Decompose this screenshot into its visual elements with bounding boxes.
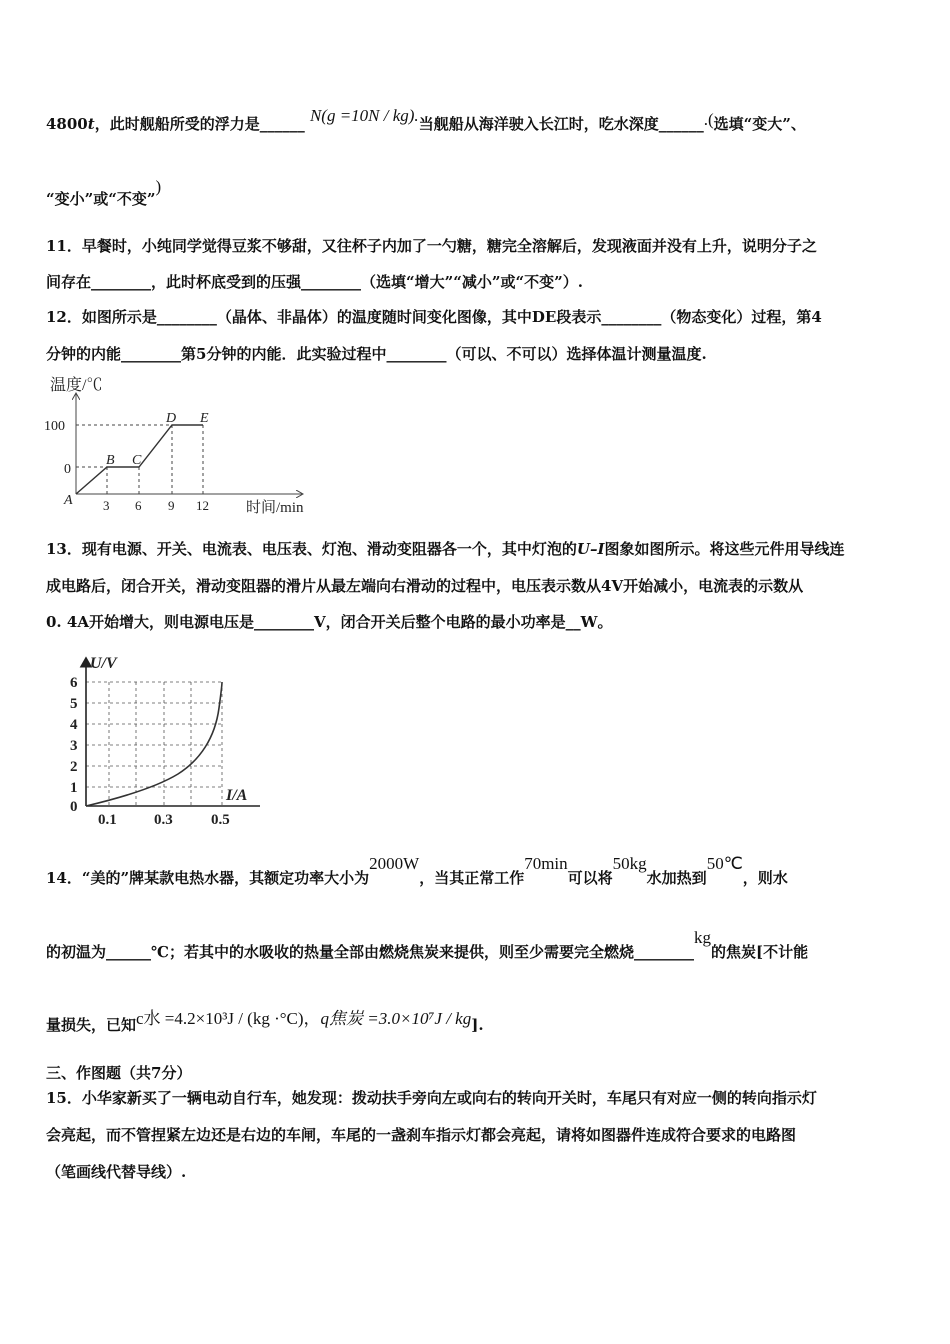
temperature-time-chart — [40, 372, 330, 520]
chart2-xtick-0.5: 0.5 — [211, 812, 230, 828]
q10-paren-close: ) — [155, 177, 162, 196]
chart2-grid — [86, 682, 222, 806]
q10-text1: ，此时舰船所受的浮力是______ — [94, 115, 305, 133]
q14-q-coke: q焦炭 =3.0×10⁷J / kg — [320, 1009, 472, 1028]
chart1-ylabel: 温度/℃ — [50, 377, 103, 394]
ui-chart — [60, 648, 270, 828]
chart2-xtick-0.1: 0.1 — [98, 812, 117, 828]
chart1-point-C: C — [132, 453, 142, 468]
chart1-point-D: D — [166, 411, 177, 426]
chart1-xtick-9: 9 — [168, 498, 175, 513]
chart2-ytick-6: 6 — [70, 675, 78, 691]
q14-temp: 50℃ — [706, 854, 743, 873]
q14-text7: 的焦炭[不计能 — [710, 943, 809, 961]
q11-line2: 间存在________，此时杯底受到的压强________（选填“增大”“减小”或“不变”）. — [46, 273, 583, 291]
q10-t: t — [87, 115, 95, 133]
q13-line2: 成电路后，闭合开关，滑动变阻器的滑片从最左端向右滑动的过程中，电压表示数从4V开始减小，电流表的示数从 — [46, 577, 804, 595]
q10-formula: N(g =10N / kg). — [309, 106, 419, 125]
q14-mass: 50kg — [612, 854, 647, 873]
q14-text2: ，当其正常工作 — [419, 869, 525, 887]
q14-text8: 量损失，已知 — [46, 1016, 137, 1034]
q14-text1: 14．“美的”牌某款电热水器，其额定功率大小为 — [46, 869, 370, 887]
q11-line1: 11．早餐时，小纯同学觉得豆浆不够甜，又往杯子内加了一勺糖，糖完全溶解后，发现液面并没有上升，说明分子之 — [46, 237, 817, 255]
chart1-ytick-0: 0 — [64, 462, 71, 477]
chart2-ytick-2: 2 — [70, 759, 78, 775]
q14-line3 — [46, 1009, 484, 1035]
q14-text6: 的初温为______℃；若其中的水吸收的热量全部由燃烧焦炭来提供，则至少需要完全燃烧________ — [46, 943, 694, 961]
chart2-ylabel: U/V — [90, 655, 117, 672]
chart1-xtick-3: 3 — [103, 498, 110, 513]
chart1-point-E: E — [200, 411, 209, 426]
q14-unit-kg: kg — [693, 928, 711, 947]
chart2-ui-curve — [86, 682, 222, 806]
q14-power: 2000W — [369, 854, 420, 873]
q12-line1: 12．如图所示是________（晶体、非晶体）的温度随时间变化图像，其中DE段表示________（物态变化）过程，第4 — [46, 308, 822, 326]
q10-line2 — [46, 177, 162, 209]
chart1-xtick-6: 6 — [135, 498, 142, 513]
q14-text9: ]. — [471, 1016, 484, 1034]
q14-text3: 可以将 — [567, 869, 613, 887]
chart2-ytick-4: 4 — [70, 717, 78, 733]
q15-line3: （笔画线代替导线）. — [46, 1163, 187, 1181]
q10-text2: 当舰船从海洋驶入长江时，吃水深度______ — [418, 115, 704, 133]
q14-text5: ，则水 — [742, 869, 788, 887]
chart1-xlabel: 时间/min — [246, 500, 304, 516]
q14-time: 70min — [524, 854, 568, 873]
chart1-ytick-100: 100 — [44, 419, 65, 434]
q14-line2 — [46, 928, 809, 962]
q13-text1: 13．现有电源、开关、电流表、电压表、灯泡、滑动变阻器各一个，其中灯泡的 — [46, 540, 577, 558]
chart1-xtick-12: 12 — [196, 498, 209, 513]
chart2-ytick-1: 1 — [70, 780, 78, 796]
q13-line3: 0. 4A开始增大，则电源电压是________V，闭合开关后整个电路的最小功率是__W。 — [46, 613, 613, 631]
section3-title: 三、作图题（共7分） — [46, 1064, 192, 1082]
q10-text3: 选填“变大”、 — [713, 115, 806, 133]
chart2-ytick-5: 5 — [70, 696, 78, 712]
q13-text2: 图象如图所示。将这些元件用导线连 — [604, 540, 845, 558]
q10-paren: .( — [703, 110, 714, 129]
chart2-xtick-0.3: 0.3 — [154, 812, 173, 828]
q14-c-water: c水 =4.2×10³J / (kg ·°C)， — [136, 1009, 321, 1028]
q13-line1 — [46, 539, 845, 559]
q15-line1: 15．小华家新买了一辆电动自行车，她发现：拨动扶手旁向左或向右的转向开关时，车尾只有对应一侧的转向指示灯 — [46, 1089, 817, 1107]
q13-ui: U–I — [576, 540, 605, 558]
q14-line1 — [46, 854, 788, 888]
q10-mass: 4800 — [46, 115, 88, 133]
chart1-point-A: A — [64, 493, 73, 508]
q10-text4: “变小”或“不变” — [46, 190, 156, 208]
q15-line2: 会亮起，而不管捏紧左边还是右边的车闸，车尾的一盏刹车指示灯都会亮起，请将如图器件连成符合要求的电路图 — [46, 1126, 797, 1144]
chart2-xlabel: I/A — [226, 787, 248, 804]
q14-text4: 水加热到 — [646, 869, 707, 887]
q10-line1 — [46, 106, 806, 134]
chart2-ytick-3: 3 — [70, 738, 78, 754]
chart2-ytick-0: 0 — [70, 799, 78, 815]
chart1-point-B: B — [106, 453, 115, 468]
q12-line2: 分钟的内能________第5分钟的内能．此实验过程中________（可以、不可以）选择体温计测量温度. — [46, 345, 707, 363]
